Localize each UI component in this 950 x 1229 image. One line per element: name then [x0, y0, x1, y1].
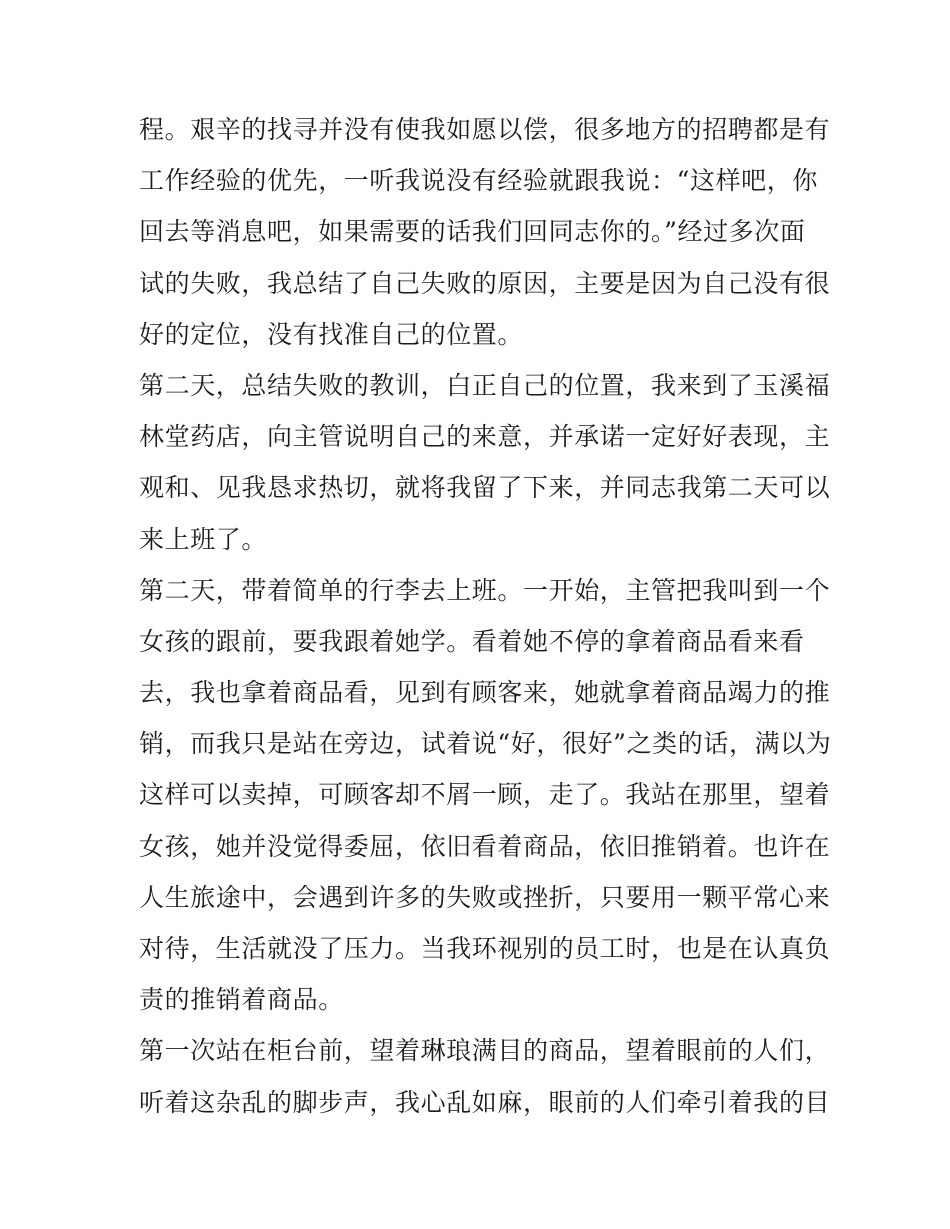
text-line: 林堂药店，向主管说明自己的来意，并承诺一定好好表现，主 [139, 422, 831, 452]
text-line: 试的失败，我总结了自己失败的原因，主要是因为自己没有很 [139, 268, 831, 298]
text-line: 来上班了。 [139, 524, 268, 554]
text-line: 回去等消息吧，如果需要的话我们回同志你的。”经过多次面 [139, 217, 806, 247]
text-line: 销，而我只是站在旁边，试着说“好，很好”之类的话，满以为 [139, 729, 832, 759]
text-line: 程。艰辛的找寻并没有使我如愿以偿，很多地方的招聘都是有 [139, 115, 831, 144]
text-line: 工作经验的优先，一听我说没有经验就跟我说：“这样吧，你 [139, 166, 818, 196]
text-line: 责的推销着商品。 [139, 985, 344, 1015]
text-line: 人生旅途中，会遇到许多的失败或挫折，只要用一颗平常心来 [139, 882, 831, 912]
text-line: 女孩的跟前，要我跟着她学。看着她不停的拿着商品看来看 [139, 626, 805, 656]
text-line: 好的定位，没有找准自己的位置。 [139, 319, 524, 349]
text-line: 听着这杂乱的脚步声，我心乱如麻，眼前的人们牵引着我的目 [139, 1087, 831, 1117]
text-line: 去，我也拿着商品看，见到有顾客来，她就拿着商品竭力的推 [139, 678, 831, 708]
text-line: 这样可以卖掉，可顾客却不屑一顾，走了。我站在那里，望着 [139, 780, 831, 810]
text-line: 对待，生活就没了压力。当我环视别的员工时，也是在认真负 [139, 934, 831, 963]
document-text [139, 104, 832, 1128]
text-line: 第二天，带着简单的行李去上班。一开始，主管把我叫到一个 [139, 575, 831, 605]
text-line: 女孩，她并没觉得委屈，依旧看着商品，依旧推销着。也许在 [139, 831, 831, 861]
text-line: 第一次站在柜台前，望着琳琅满目的商品，望着眼前的人们， [139, 1036, 831, 1066]
text-line: 观和、见我恳求热切，就将我留了下来，并同志我第二天可以 [139, 473, 831, 503]
text-line: 第二天，总结失败的教训，白正自己的位置，我来到了玉溪福 [139, 370, 831, 400]
